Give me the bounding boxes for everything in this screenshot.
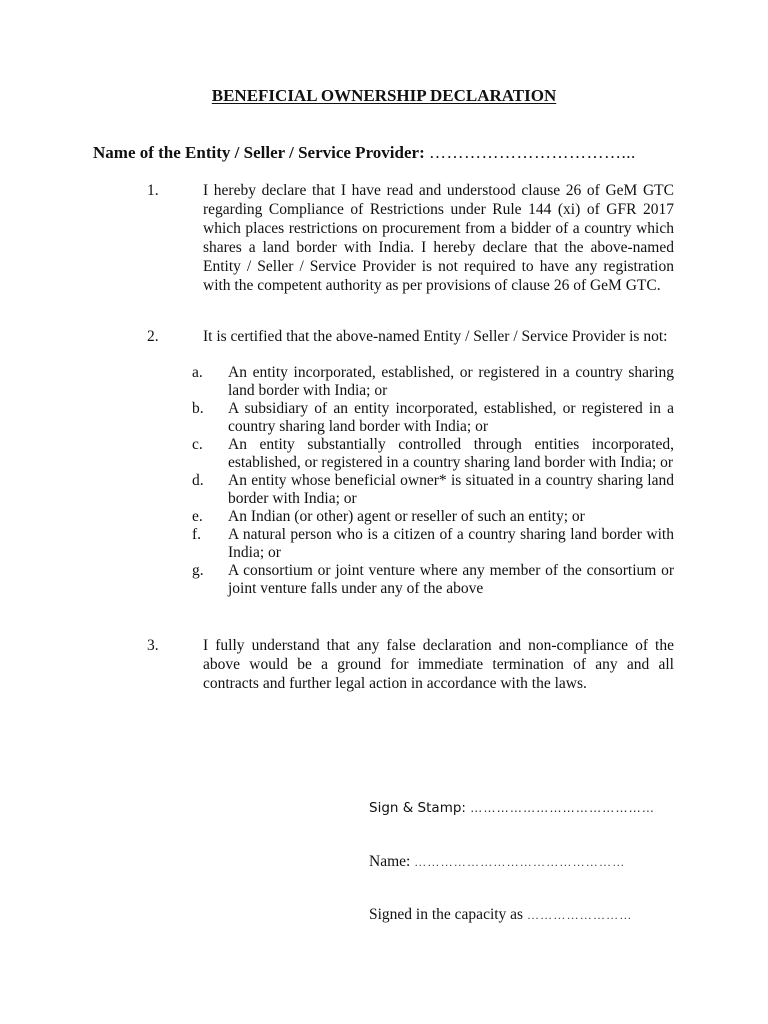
- sublist-item-b: [0, 400, 768, 436]
- item-number: 3.: [147, 637, 159, 654]
- entity-name-blank: ……………………………...: [428, 143, 636, 162]
- sublist-item-f: [0, 526, 768, 562]
- sublist-item-a: [0, 364, 768, 400]
- signatory-name-blank: …………………………………………: [414, 855, 626, 869]
- sublist-item-g: [0, 562, 768, 598]
- document-title: [0, 86, 768, 106]
- sublist-letter: g.: [192, 562, 204, 579]
- sublist-letter: b.: [192, 400, 204, 417]
- sublist-text: An entity whose beneficial owner* is situated in a country sharing land border with India; or: [228, 472, 674, 507]
- sublist-text: A subsidiary of an entity incorporated, established, or registered in a country sharing land border with India; or: [228, 400, 674, 435]
- signatory-capacity-blank: ……………………: [526, 908, 633, 922]
- item-text: I fully understand that any false declaration and non-compliance of the above would be a ground for immediate termination of any and all contracts and further legal action in accordance with the laws.: [203, 637, 674, 692]
- sublist-letter: d.: [192, 472, 204, 489]
- sublist-item-c: [0, 436, 768, 472]
- entity-name-label: Name of the Entity / Seller / Service Provider:: [93, 143, 425, 162]
- item-text: I hereby declare that I have read and understood clause 26 of GeM GTC regarding Compliance of Restrictions under Rule 144 (xi) of GFR 2017 which places restrictions on procurement from a bidder of a country which shares a land border with India. I hereby declare that the above-named Entity / Seller / Service Provider is not required to have any registration with the competent authority as per provisions of clause 26 of GeM GTC.: [203, 182, 674, 294]
- sublist-item-d: [0, 472, 768, 508]
- sublist-letter: a.: [192, 364, 203, 381]
- signatory-name-line: [369, 853, 625, 871]
- sublist-letter: c.: [192, 436, 203, 453]
- item-number: 1.: [147, 182, 159, 199]
- sublist-letter: f.: [192, 526, 202, 543]
- sublist-item-e: [0, 508, 768, 526]
- entity-name-line: [93, 143, 636, 163]
- sublist-letter: e.: [192, 508, 203, 525]
- sublist-text: An Indian (or other) agent or reseller of such an entity; or: [228, 508, 585, 525]
- restriction-sublist: [0, 364, 768, 598]
- signatory-name-label: Name:: [369, 853, 411, 870]
- sign-stamp-line: [369, 800, 655, 816]
- sign-stamp-blank: ……………………………………: [470, 801, 656, 815]
- signatory-capacity-line: [369, 906, 633, 924]
- signatory-capacity-label: Signed in the capacity as: [369, 906, 524, 923]
- document-title-text: BENEFICIAL OWNERSHIP DECLARATION: [211, 86, 557, 105]
- sign-stamp-label: Sign & Stamp:: [369, 800, 466, 816]
- sublist-text: A consortium or joint venture where any member of the consortium or joint venture falls under any of the above: [228, 562, 674, 597]
- sublist-text: A natural person who is a citizen of a country sharing land border with India; or: [228, 526, 674, 561]
- item-number: 2.: [147, 328, 159, 345]
- sublist-text: An entity incorporated, established, or registered in a country sharing land border with India; or: [228, 364, 674, 399]
- item-text: It is certified that the above-named Entity / Seller / Service Provider is not:: [203, 328, 668, 345]
- sublist-text: An entity substantially controlled through entities incorporated, established, or registered in a country sharing land border with India; or: [228, 436, 674, 471]
